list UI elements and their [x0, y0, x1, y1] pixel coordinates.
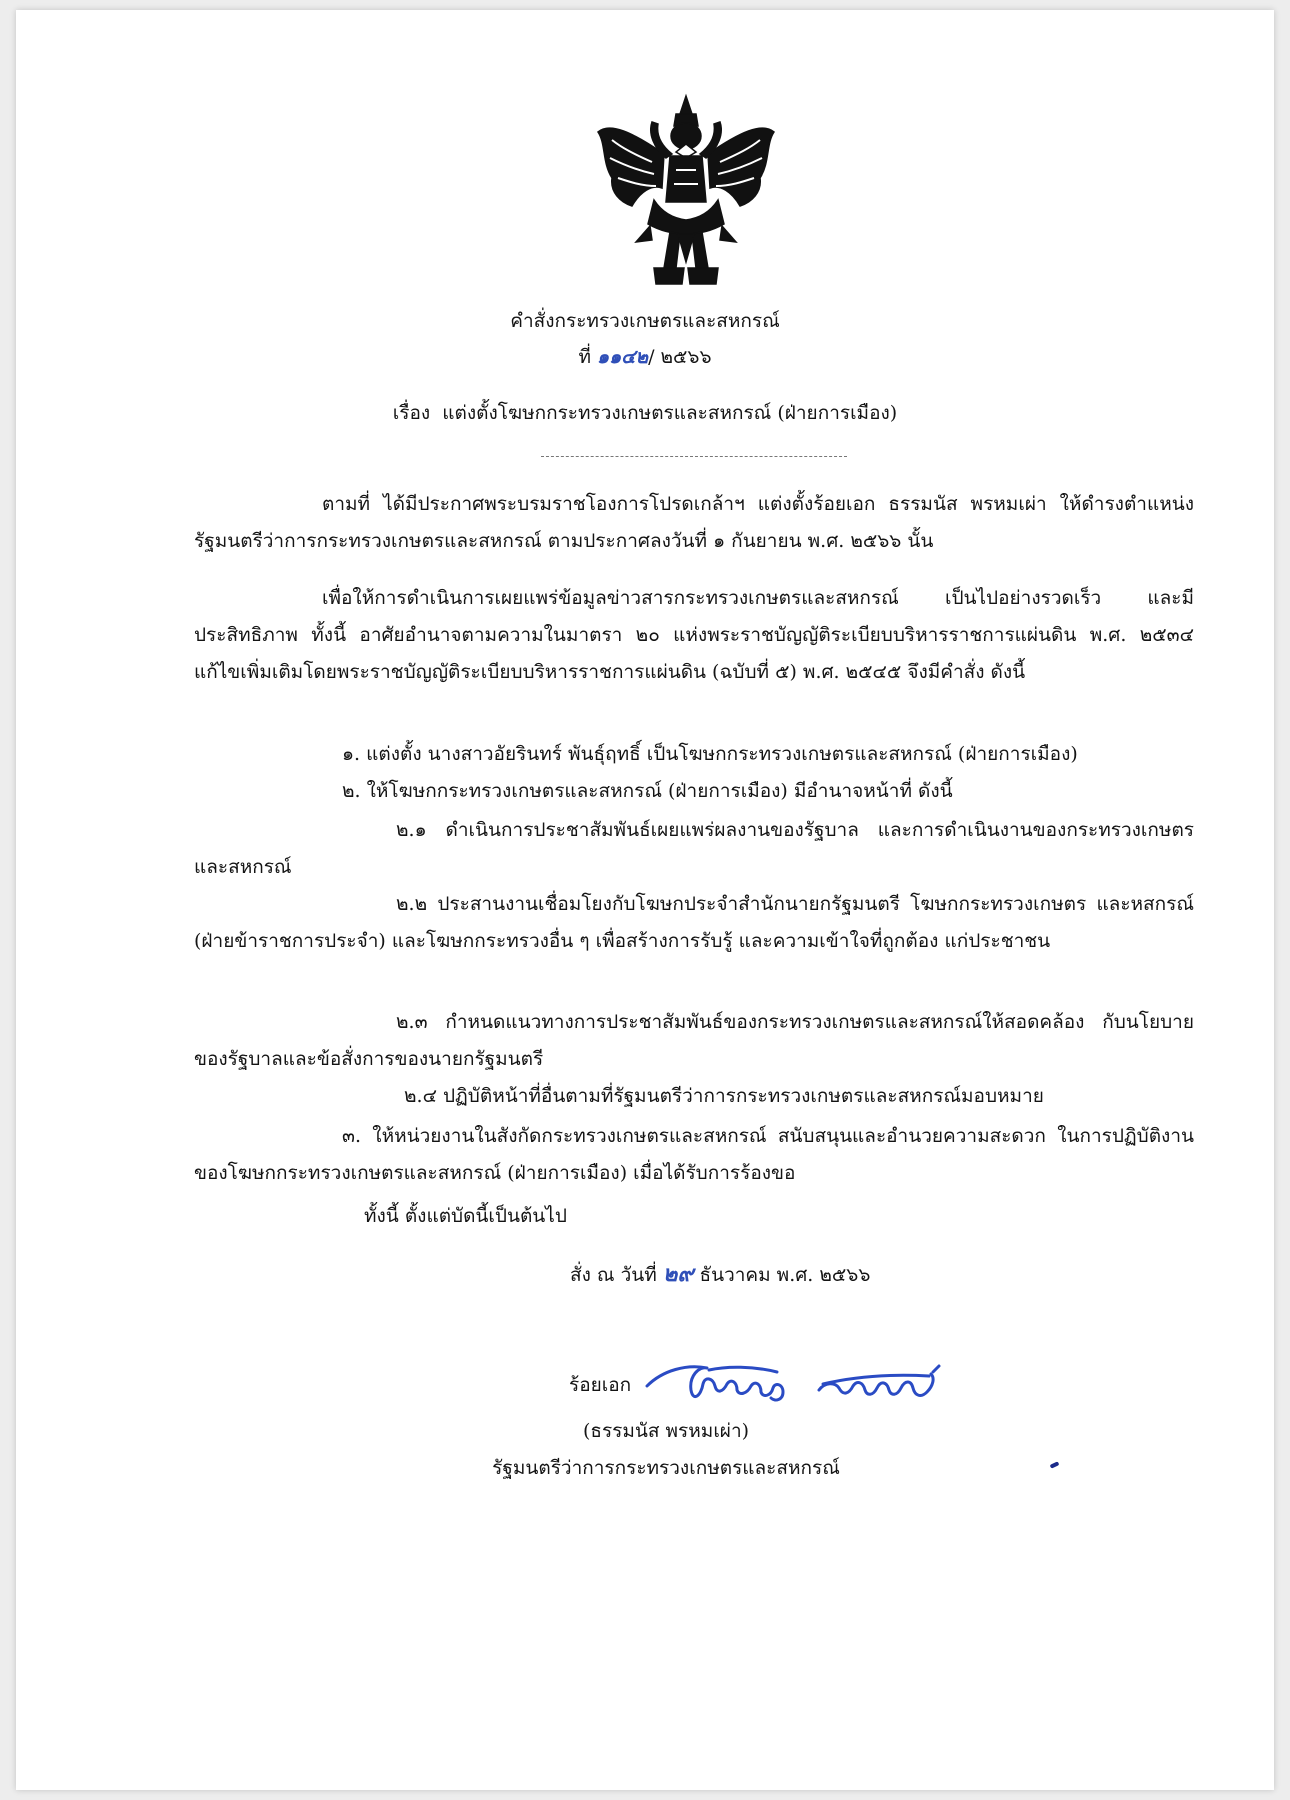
- item-1: ๑. แต่งตั้ง นางสาวอัยรินทร์ พันธุ์ฤทธิ์ เป็นโฆษกกระทรวงเกษตรและสหกรณ์ (ฝ่ายการเมือง): [342, 743, 1078, 765]
- date-day-handwritten: ๒๙: [662, 1262, 694, 1287]
- order-issuer: คำสั่งกระทรวงเกษตรและสหกรณ์: [510, 310, 780, 332]
- item-2-1: ๒.๑ ดำเนินการประชาสัมพันธ์เผยแพร่ผลงานของรัฐบาล และการดำเนินงานของกระทรวงเกษตรและสหกรณ์: [194, 819, 1194, 878]
- document-page: [16, 10, 1274, 1790]
- item-2-3: ๒.๓ กำหนดแนวทางการประชาสัมพันธ์ของกระทรวงเกษตรและสหกรณ์ให้สอดคล้อง กับนโยบายของรัฐบาลและข้อสั่งการของนายกรัฐมนตรี: [194, 1011, 1194, 1070]
- order-subject: [16, 398, 1274, 428]
- subject-text: แต่งตั้งโฆษกกระทรวงเกษตรและสหกรณ์ (ฝ่ายการเมือง): [442, 402, 898, 424]
- date-suffix: ธันวาคม พ.ศ. ๒๕๖๖: [699, 1264, 871, 1286]
- garuda-emblem-icon: [592, 92, 780, 288]
- signatory-position: รัฐมนตรีว่าการกระทรวงเกษตรและสหกรณ์: [492, 1457, 840, 1479]
- order-number-handwritten: ๑๑๔๒: [597, 346, 649, 368]
- order-number-prefix: ที่: [578, 346, 591, 368]
- paragraph-2: เพื่อให้การดำเนินการเผยแพร่ข้อมูลข่าวสารกระทรวงเกษตรและสหกรณ์ เป็นไปอย่างรวดเร็ว และมีประสิทธิภาพ ทั้งนี้ อาศัยอำนาจตามความในมาตรา ๒๐ แห่งพระราชบัญญัติระเบียบบริหารราชการแผ่นดิน พ.ศ. ๒๕๓๔ แก้ไขเพิ่มเติมโดยพระราชบัญญัติระเบียบบริหารราชการแผ่นดิน (ฉบับที่ ๕) พ.ศ. ๒๕๔๕ จึงมีคำสั่ง ดังนี้: [194, 587, 1194, 683]
- date-prefix: สั่ง ณ วันที่: [570, 1264, 657, 1286]
- item-2-2: ๒.๒ ประสานงานเชื่อมโยงกับโฆษกประจำสำนักนายกรัฐมนตรี โฆษกกระทรวงเกษตร และหสกรณ์ (ฝ่ายข้าราชการประจำ) และโฆษกกระทรวงอื่น ๆ เพื่อสร้างการรับรู้ และความเข้าใจที่ถูกต้อง แก่ประชาชน: [194, 893, 1194, 952]
- order-number: [16, 342, 1274, 372]
- header-divider: [541, 456, 847, 457]
- signatory-rank: ร้อยเอก: [569, 1374, 632, 1396]
- item-3: ๓. ให้หน่วยงานในสังกัดกระทรวงเกษตรและสหกรณ์ สนับสนุนและอำนวยความสะดวก ในการปฏิบัติงานของโฆษกกระทรวงเกษตรและสหกรณ์ (ฝ่ายการเมือง) เมื่อได้รับการร้องขอ: [194, 1125, 1194, 1184]
- handwritten-signature-icon: [643, 1352, 973, 1422]
- order-number-suffix: / ๒๕๖๖: [648, 346, 712, 368]
- subject-label: เรื่อง: [392, 402, 431, 424]
- order-date: [570, 1260, 870, 1290]
- item-2: ๒. ให้โฆษกกระทรวงเกษตรและสหกรณ์ (ฝ่ายการเมือง) มีอำนาจหน้าที่ ดังนี้: [342, 780, 953, 802]
- effective-clause: ทั้งนี้ ตั้งแต่บัดนี้เป็นต้นไป: [364, 1205, 567, 1227]
- ink-mark: [1050, 1461, 1060, 1468]
- signatory-name: (ธรรมนัส พรหมเผ่า): [582, 1420, 750, 1442]
- paragraph-1: ตามที่ ได้มีประกาศพระบรมราชโองการโปรดเกล้าฯ แต่งตั้งร้อยเอก ธรรมนัส พรหมเผ่า ให้ดำรงตำแหน่งรัฐมนตรีว่าการกระทรวงเกษตรและสหกรณ์ ตามประกาศลงวันที่ ๑ กันยายน พ.ศ. ๒๕๖๖ นั้น: [194, 493, 1194, 552]
- item-2-4: ๒.๔ ปฏิบัติหน้าที่อื่นตามที่รัฐมนตรีว่าการกระทรวงเกษตรและสหกรณ์มอบหมาย: [404, 1085, 1044, 1107]
